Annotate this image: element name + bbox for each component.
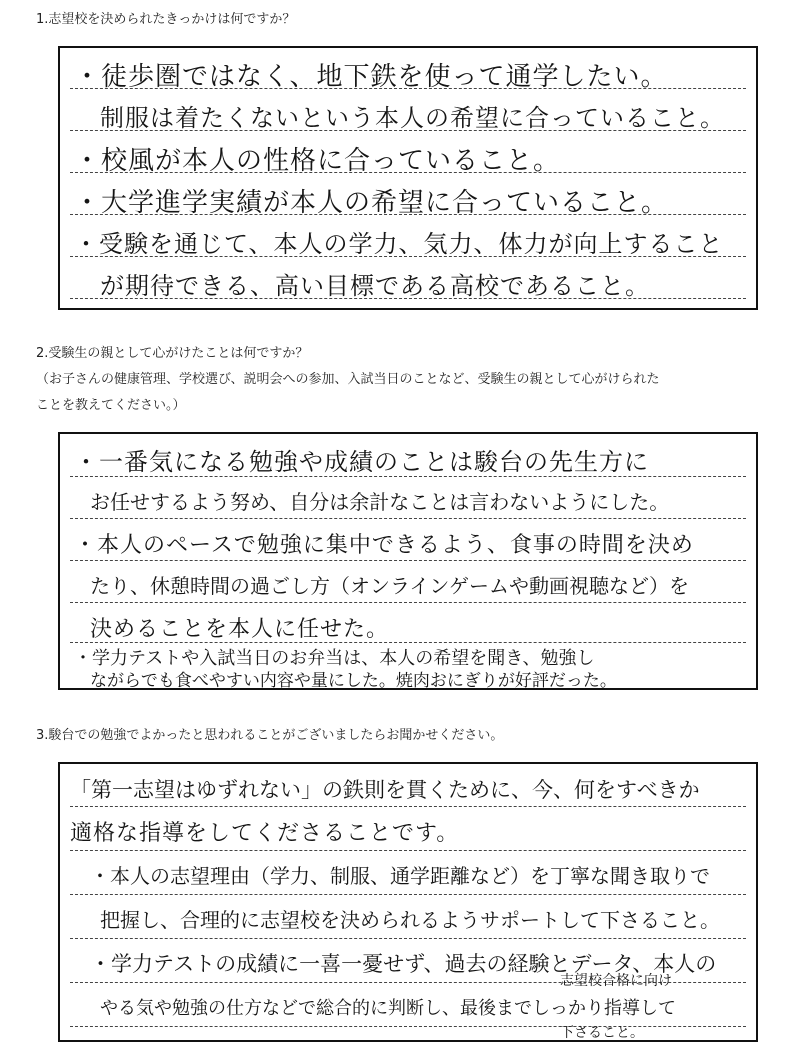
answer-box-2: [58, 432, 758, 690]
answer-2-line-5: 決めることを本人に任せた。: [90, 617, 390, 642]
question-2: 2.受験生の親として心がけたことは何ですか？: [36, 346, 309, 361]
answer-3-line-6: やる気や勉強の仕方などで総合的に判断し、最後までしっかり指導して: [100, 998, 676, 1019]
answer-2-line-2: お任せするよう努め、自分は余計なことは言わないようにした。: [90, 490, 670, 514]
answer-3-line-7: 下さること。: [560, 1025, 644, 1041]
answer-2-line-1: ・一番気になる勉強や成績のことは駿台の先生方に: [74, 448, 649, 476]
answer-3-line-3: ・本人の志望理由（学力、制服、通学距離など）を丁寧な聞き取りで: [90, 864, 710, 888]
answer-2-line-3: ・本人のペースで勉強に集中できるよう、食事の時間を決め: [74, 533, 694, 558]
answer-1-line-3: ・校風が本人の性格に合っていること。: [74, 146, 561, 176]
answer-1-line-4: ・大学進学実績が本人の希望に合っていること。: [74, 188, 669, 218]
answer-3-line-4: 把握し、合理的に志望校を決められるようサポートして下さること。: [100, 908, 720, 932]
answer-3-insertion: 志望校合格に向け: [560, 973, 672, 989]
answer-2-line-4: たり、休憩時間の過ごし方（オンラインゲームや動画視聴など）を: [90, 574, 689, 598]
answer-box-1: [58, 46, 758, 310]
answer-2-line-7: ながらでも食べやすい内容や量にした。焼肉おにぎりが好評だった。: [90, 671, 617, 691]
answer-1-line-2: 制服は着たくないという本人の希望に合っていること。: [100, 104, 725, 132]
answer-1-line-5: ・受験を通じて、本人の学力、気力、体力が向上すること: [74, 230, 724, 258]
question-2-sub-2: ことを教えてください。）: [36, 398, 186, 413]
question-1: 1.志望校を決められたきっかけは何ですか？: [36, 12, 296, 27]
answer-2-line-6: ・学力テストや入試当日のお弁当は、本人の希望を聞き、勉強し: [74, 648, 595, 669]
answer-3-line-1: 「第一志望はゆずれない」の鉄則を貫くために、今、何をすべきか: [70, 778, 700, 802]
answer-1-line-6: が期待できる、高い目標である高校であること。: [100, 272, 650, 300]
answer-3-line-2: 適格な指導をしてくださることです。: [70, 821, 460, 846]
question-2-sub-1: （お子さんの健康管理、学校選び、説明会への参加、入試当日のことなど、受験生の親として心がけられた: [36, 372, 660, 387]
question-3: 3.駿台での勉強でよかったと思われることがございましたらお聞かせください。: [36, 728, 504, 743]
answer-box-3: [58, 762, 758, 1042]
answer-1-line-1: ・徒歩圏ではなく、地下鉄を使って通学したい。: [74, 62, 668, 92]
answer-3-line-5: ・学力テストの成績に一喜一憂せず、過去の経験とデータ、本人の: [90, 952, 717, 976]
